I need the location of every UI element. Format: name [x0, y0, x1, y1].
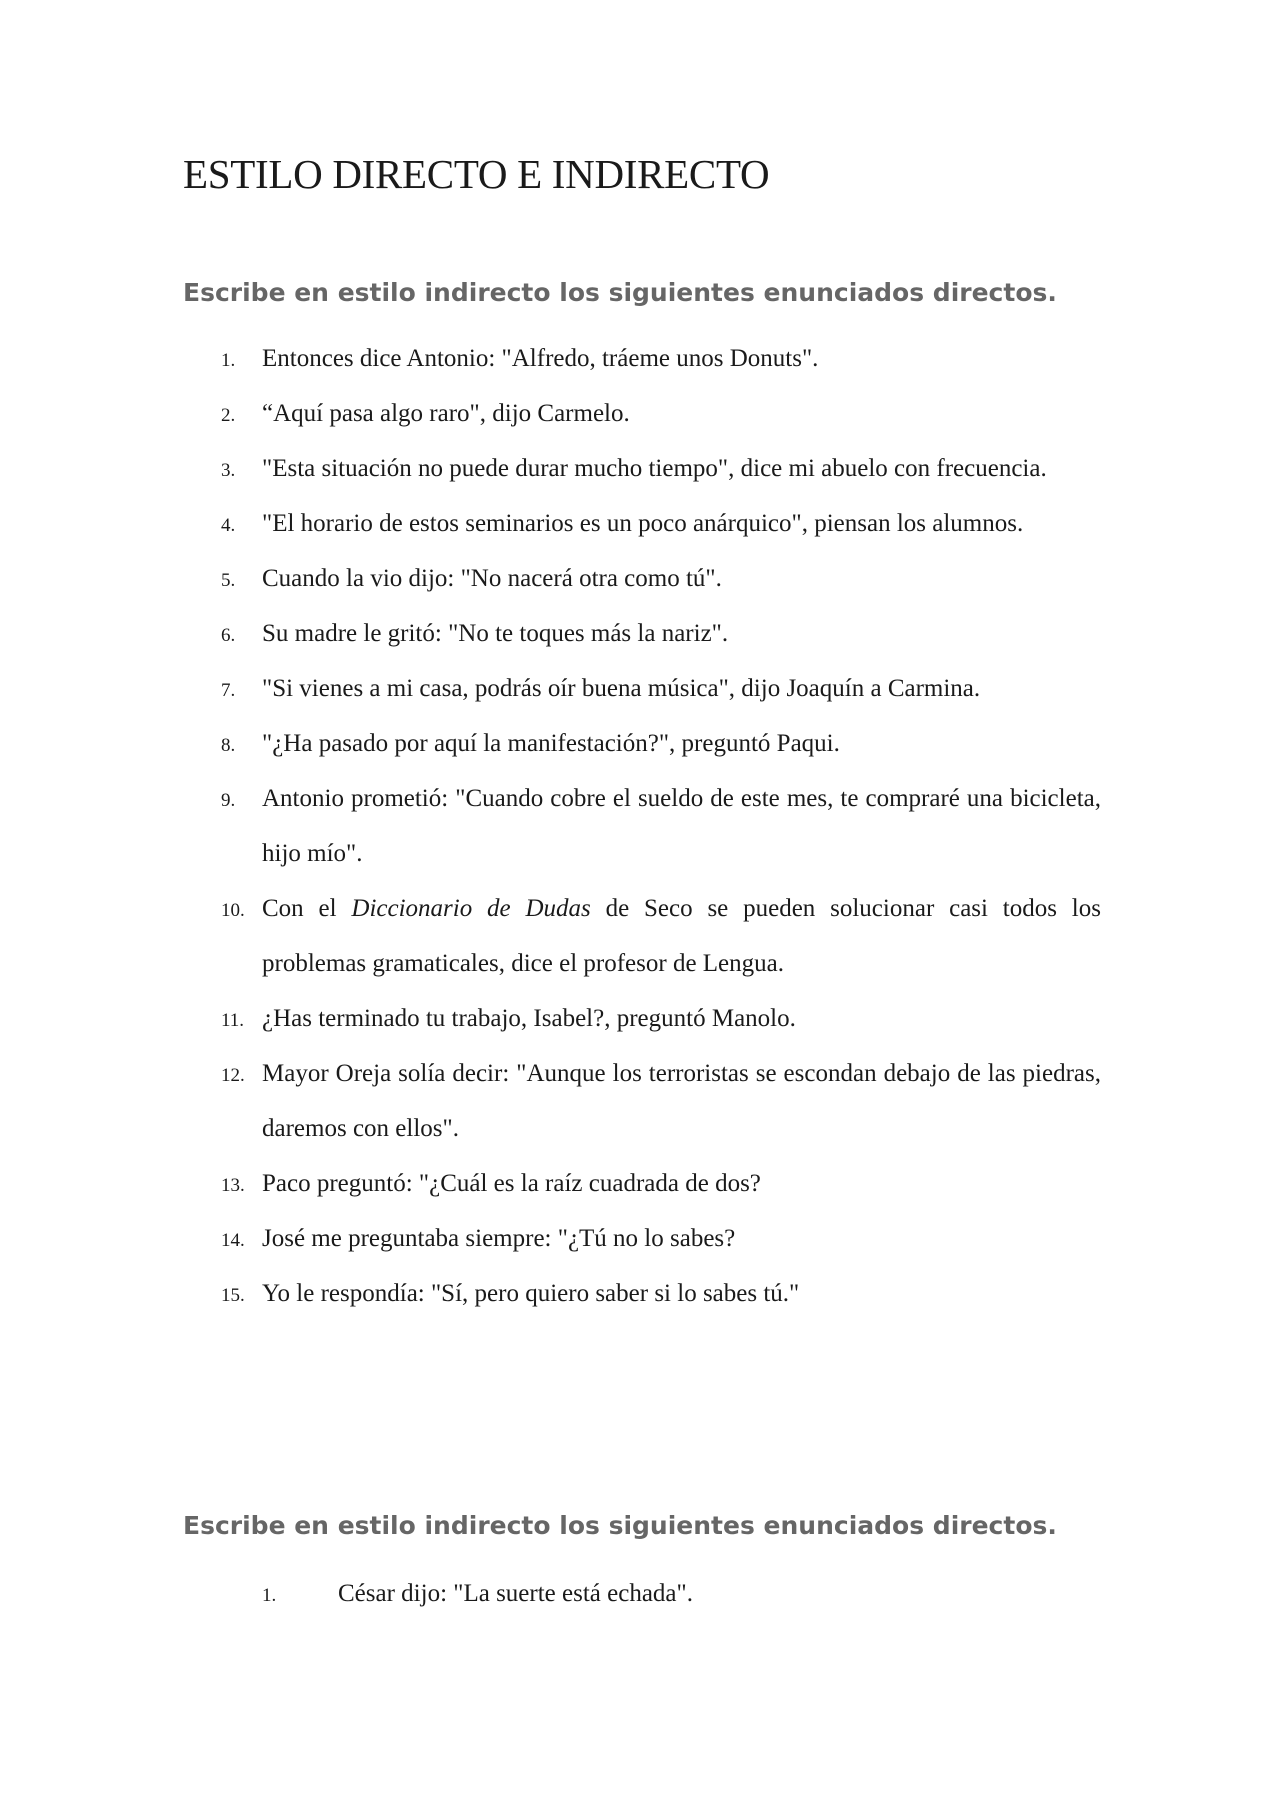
item-number: 8.	[221, 735, 236, 756]
list-item	[183, 881, 1101, 991]
item-number: 5.	[221, 570, 236, 591]
item-text: "El horario de estos seminarios es un poco anárquico", piensan los alumnos.	[262, 510, 1024, 537]
list-item	[183, 1046, 1101, 1156]
item-text: Cuando la vio dijo: "No nacerá otra como tú".	[262, 565, 722, 592]
list-item	[183, 386, 1101, 441]
item-text: "Esta situación no puede durar mucho tiempo", dice mi abuelo con frecuencia.	[262, 455, 1047, 482]
item-number: 14.	[221, 1230, 245, 1251]
item-text: José me preguntaba siempre: "¿Tú no lo sabes?	[262, 1225, 736, 1252]
list-item	[183, 1566, 1101, 1621]
list-item	[183, 991, 1101, 1046]
item-text: Yo le respondía: "Sí, pero quiero saber si lo sabes tú."	[262, 1280, 800, 1307]
item-number: 12.	[221, 1065, 245, 1086]
item-number: 9.	[221, 790, 236, 811]
item-text: "¿Ha pasado por aquí la manifestación?", preguntó Paqui.	[262, 730, 840, 757]
item-number: 15.	[221, 1285, 245, 1306]
item-text: “Aquí pasa algo raro", dijo Carmelo.	[262, 400, 630, 427]
item-text: Su madre le gritó: "No te toques más la nariz".	[262, 620, 729, 647]
list-item	[183, 1156, 1101, 1211]
list-item	[183, 441, 1101, 496]
list-item	[183, 606, 1101, 661]
item-text: César dijo: "La suerte está echada".	[338, 1580, 693, 1607]
item-text-after: de Seco se pueden solucionar casi todos los problemas gramaticales, dice el profesor de Lengua.	[262, 895, 1101, 977]
list-item	[183, 771, 1101, 881]
list-item	[183, 1211, 1101, 1266]
item-text: Paco preguntó: "¿Cuál es la raíz cuadrada de dos?	[262, 1170, 761, 1197]
exercise-list	[183, 331, 1101, 1321]
page-title: ESTILO DIRECTO E INDIRECTO	[183, 151, 770, 197]
item-number: 3.	[221, 460, 236, 481]
item-text-before: Con el	[262, 895, 352, 922]
item-text: Mayor Oreja solía decir: "Aunque los terroristas se escondan debajo de las piedras, daremos con ellos".	[262, 1060, 1101, 1142]
item-number: 4.	[221, 515, 236, 536]
book-title: Diccionario de Dudas	[351, 895, 591, 922]
item-number: 1.	[221, 350, 236, 371]
section-instruction: Escribe en estilo indirecto los siguientes enunciados directos.	[183, 278, 1057, 307]
list-item	[183, 716, 1101, 771]
item-text: ¿Has terminado tu trabajo, Isabel?, preguntó Manolo.	[262, 1005, 796, 1032]
item-text: Antonio prometió: "Cuando cobre el sueldo de este mes, te compraré una bicicleta, hijo mío".	[262, 785, 1101, 867]
list-item	[183, 1266, 1101, 1321]
item-number: 11.	[221, 1010, 245, 1031]
item-text: Entonces dice Antonio: "Alfredo, tráeme unos Donuts".	[262, 345, 819, 372]
item-number: 6.	[221, 625, 236, 646]
item-number: 2.	[221, 405, 236, 426]
list-item	[183, 331, 1101, 386]
item-number: 13.	[221, 1175, 245, 1196]
item-number: 10.	[221, 900, 245, 921]
list-item	[183, 496, 1101, 551]
section-instruction: Escribe en estilo indirecto los siguientes enunciados directos.	[183, 1511, 1057, 1540]
item-text: "Si vienes a mi casa, podrás oír buena música", dijo Joaquín a Carmina.	[262, 675, 981, 702]
list-item	[183, 551, 1101, 606]
list-item	[183, 661, 1101, 716]
exercise-list	[183, 1566, 1101, 1621]
item-number: 7.	[221, 680, 236, 701]
item-number: 1.	[262, 1585, 277, 1606]
